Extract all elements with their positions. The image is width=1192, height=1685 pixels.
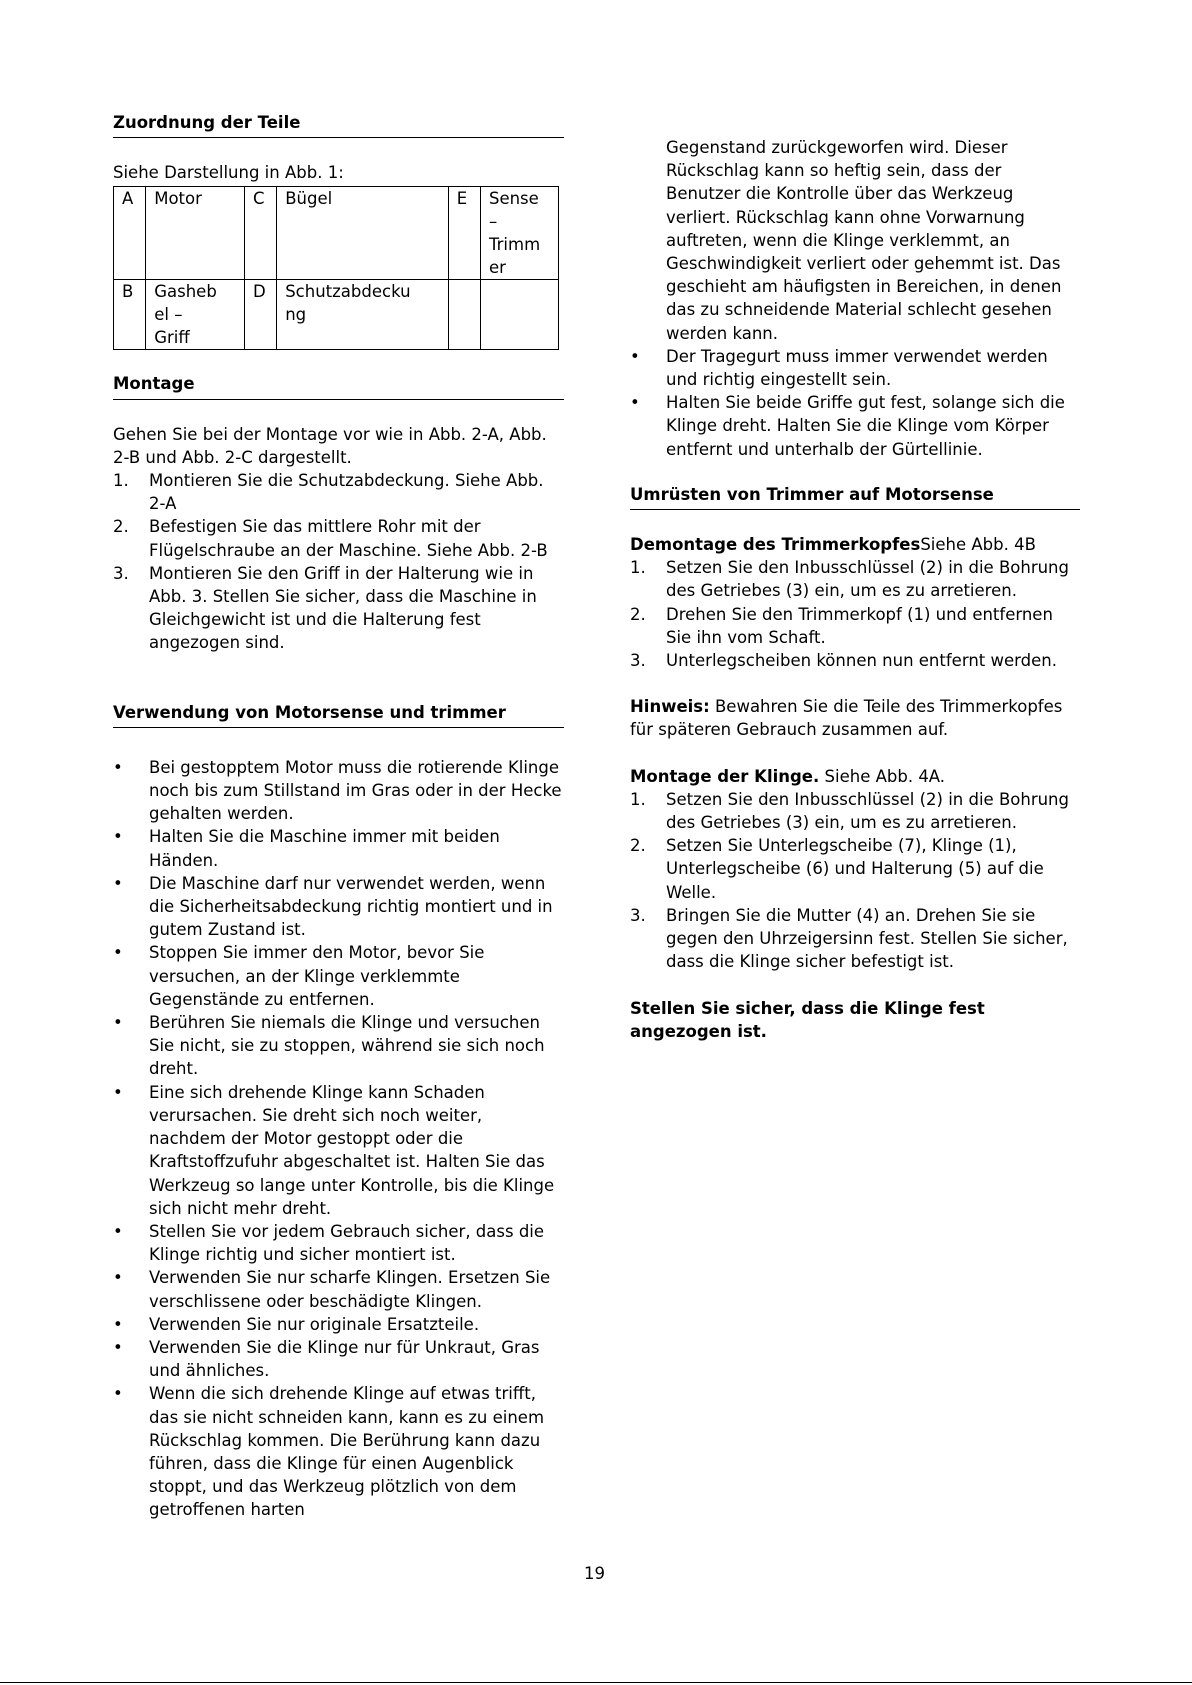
page-number: 19 [584,1564,605,1583]
list-item [113,469,564,515]
table-row [114,187,559,280]
hinweis-text: Bewahren Sie die Teile des Trimmerkopfes für späteren Gebrauch zusammen auf. [630,697,1063,740]
final-note: Stellen Sie sicher, dass die Klinge fest angezogen ist. [630,998,985,1041]
list-number: 2. [113,517,129,537]
table-cell [448,280,480,350]
bullet-icon: • [113,1013,123,1033]
list-number: 3. [113,563,129,583]
bullet-icon: • [113,1384,123,1404]
section-heading-umruesten: Umrüsten von Trimmer auf Motorsense [630,483,1080,510]
list-item [630,788,1080,834]
list-item-text: Verwenden Sie die Klinge nur für Unkraut, Gras und ähnliches. [149,1337,540,1381]
list-item-text: Setzen Sie den Inbusschlüssel (2) in die Bohrung des Getriebes (3) ein, um es zu arretieren. [666,558,1069,601]
list-item [630,345,1080,391]
list-item-text: Verwenden Sie nur scharfe Klingen. Ersetzen Sie verschlissene oder beschädigte Klingen. [149,1268,551,1311]
list-item-text: Stellen Sie vor jedem Gebrauch sicher, dass die Klinge richtig und sicher montiert ist. [149,1221,545,1265]
demontage-title [630,533,1080,556]
list-item [630,556,1080,602]
list-item-text: Unterlegscheiben können nun entfernt werden. [666,651,1057,671]
list-item [113,1266,564,1312]
klinge-steps [630,788,1080,974]
list-item [113,941,564,1011]
list-item-text: Stoppen Sie immer den Motor, bevor Sie versuchen, an der Klinge verklemmte Gegenstände zu entfernen. [149,943,485,1009]
list-item [630,904,1080,974]
list-item [630,603,1080,649]
zuordnung-intro: Siehe Darstellung in Abb. 1: [113,163,344,183]
list-item-text: Wenn die sich drehende Klinge auf etwas trifft, das sie nicht schneiden kann, kann es zu einem Rückschlag kommen. Die Berührung kann dazu führen, dass die Klinge für einen Augenblick stoppt, und das Werkzeug plötzlich von dem getroffenen harten [149,1384,545,1520]
list-item [630,649,1080,672]
list-item [113,1081,564,1220]
right-bullets [630,345,1080,461]
list-item [113,756,564,826]
bullet-icon: • [630,393,640,413]
bullet-icon: • [113,827,123,847]
list-item [113,1382,564,1521]
list-item-text: Montieren Sie die Schutzabdeckung. Siehe Abb. 2-A [149,471,544,514]
bullet-icon: • [113,943,123,963]
hinweis [630,695,1080,741]
list-item-text: Montieren Sie den Griff in der Halterung wie in Abb. 3. Stellen Sie sicher, dass die Maschine in Gleichgewicht ist und die Halterung fest angezogen sind. [149,563,537,653]
bullet-icon: • [113,873,123,893]
list-item-text: Die Maschine darf nur verwendet werden, wenn die Sicherheitsabdeckung richtig montiert und in gutem Zustand ist. [149,873,553,940]
table-cell: C [244,187,276,280]
list-item-text: Berühren Sie niemals die Klinge und versuchen Sie nicht, sie zu stoppen, während sie sich noch dreht. [149,1013,545,1079]
list-item-text: Bei gestopptem Motor muss die rotierende Klinge noch bis zum Stillstand im Gras oder in der Hecke gehalten werden. [149,757,562,824]
list-item-text: Befestigen Sie das mittlere Rohr mit der Flügelschraube an der Maschine. Siehe Abb. 2-B [149,517,548,560]
bullet-icon: • [113,1221,123,1241]
table-cell: Gasheb el – Griff [146,280,245,350]
list-item-text: Eine sich drehende Klinge kann Schaden verursachen. Sie dreht sich noch weiter, nachdem der Motor gestoppt oder die Kraftstoffzufuhr abgeschaltet ist. Halten Sie das Werkzeug so lange unter Kontrolle, bis die Klinge sich nicht mehr dreht. [149,1082,555,1218]
bullet-icon: • [113,1268,123,1288]
list-item-text: Halten Sie beide Griffe gut fest, solange sich die Klinge dreht. Halten Sie die Klinge vom Körper entfernt und unterhalb der Gürtellinie. [666,393,1065,459]
list-item [113,1011,564,1081]
left-column [113,111,564,1522]
demontage-title-ref: Siehe Abb. 4B [920,535,1036,555]
table-cell: E [448,187,480,280]
continued-text: Gegenstand zurückgeworfen wird. Dieser Rückschlag kann so heftig sein, dass der Benutzer die Kontrolle über das Werkzeug verliert. Rückschlag kann ohne Vorwarnung auftreten, wenn die Klinge verklemmt, an Geschwindigkeit verliert oder gehemmt ist. Das geschieht am häufigsten in Bereichen, in denen das zu schneidende Material schlecht gesehen werden kann. [666,138,1062,343]
table-cell: D [244,280,276,350]
table-row [114,280,559,350]
montage-intro: Gehen Sie bei der Montage vor wie in Abb. 2-A, Abb. 2-B und Abb. 2-C dargestellt. [113,424,547,467]
list-item-text: Setzen Sie Unterlegscheibe (7), Klinge (1), Unterlegscheibe (6) und Halterung (5) auf die Welle. [666,836,1044,902]
list-item-text: Verwenden Sie nur originale Ersatzteile. [149,1314,480,1334]
list-item [630,391,1080,461]
table-cell: B [114,280,146,350]
footer-divider [0,1682,1192,1683]
list-item-text: Setzen Sie den Inbusschlüssel (2) in die Bohrung des Getriebes (3) ein, um es zu arretieren. [666,789,1069,833]
list-item [113,1220,564,1266]
list-number: 1. [630,789,646,809]
table-cell: Schutzabdecku ng [277,280,449,350]
demontage-title-bold: Demontage des Trimmerkopfes [630,535,921,555]
section-heading-verwendung: Verwendung von Motorsense und trimmer [113,701,564,728]
demontage-steps [630,556,1080,672]
table-cell [480,280,558,350]
parts-table [113,186,559,350]
list-number: 2. [630,604,646,624]
bullet-icon: • [113,1314,123,1334]
section-heading-montage: Montage [113,372,564,399]
list-item [113,1313,564,1336]
list-number: 3. [630,651,646,671]
right-column [630,136,1080,1043]
table-cell: Sense – Trimm er [480,187,558,280]
bullet-icon: • [113,1082,123,1102]
klinge-title-bold: Montage der Klinge. [630,766,820,786]
list-number: 3. [630,905,646,925]
list-item-text: Halten Sie die Maschine immer mit beiden Händen. [149,827,500,870]
list-item [113,515,564,561]
klinge-title-ref: Siehe Abb. 4A. [819,766,946,786]
list-item-text: Der Tragegurt muss immer verwendet werden und richtig eingestellt sein. [666,346,1048,390]
list-item [630,834,1080,904]
hinweis-label: Hinweis: [630,697,710,717]
list-number: 2. [630,836,646,856]
table-cell: Bügel [277,187,449,280]
table-cell: Motor [146,187,245,280]
list-number: 1. [630,558,646,578]
list-item-text: Drehen Sie den Trimmerkopf (1) und entfernen Sie ihn vom Schaft. [666,604,1053,647]
table-cell: A [114,187,146,280]
list-item [113,825,564,871]
klinge-title [630,765,1080,788]
bullet-icon: • [630,346,640,366]
montage-steps [113,469,564,655]
section-heading-zuordnung: Zuordnung der Teile [113,111,564,138]
list-item [113,872,564,942]
bullet-icon: • [113,1337,123,1357]
verwendung-bullets [113,756,564,1522]
list-item [113,562,564,655]
bullet-icon: • [113,757,123,777]
list-number: 1. [113,471,129,491]
list-item [113,1336,564,1382]
list-item-text: Bringen Sie die Mutter (4) an. Drehen Sie sie gegen den Uhrzeigersinn fest. Stellen Sie sicher, dass die Klinge sicher befestigt ist. [666,905,1068,972]
